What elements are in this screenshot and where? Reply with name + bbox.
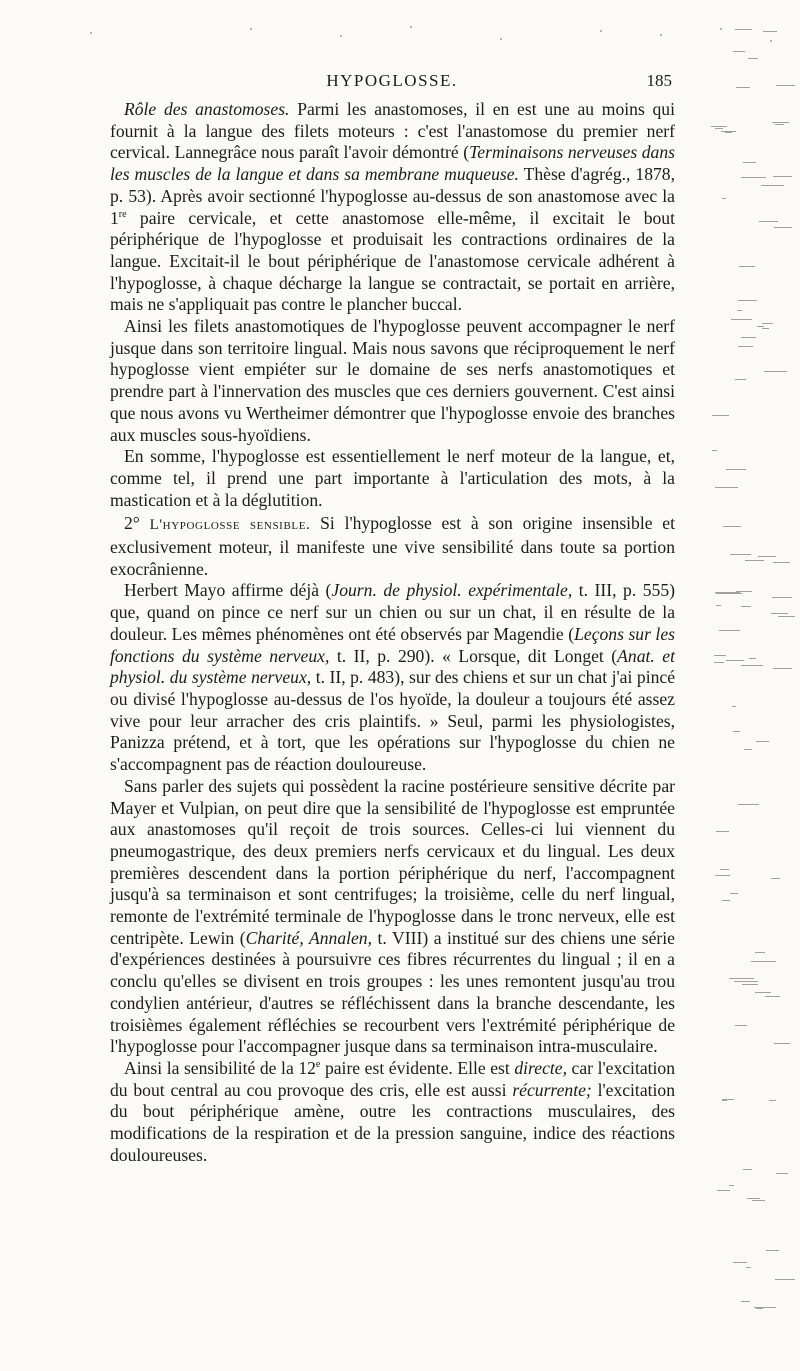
scan-mark <box>776 85 795 86</box>
citation-italic: Journ. de physiol. expérimentale, <box>331 580 573 601</box>
scan-mark <box>748 58 758 59</box>
scan-mark <box>735 1025 747 1026</box>
scan-mark <box>716 831 729 832</box>
scan-mark <box>773 668 792 669</box>
section-number: 2° <box>124 513 140 534</box>
scan-mark <box>775 1279 795 1280</box>
running-title: HYPOGLOSSE. <box>326 71 458 90</box>
scan-mark <box>735 29 752 30</box>
scan-mark <box>722 198 726 199</box>
scan-mark <box>742 984 758 985</box>
scan-mark <box>759 221 778 222</box>
paragraph-lead-italic: Rôle des anastomoses. <box>124 99 290 119</box>
scan-noise-top <box>80 20 780 50</box>
scan-mark <box>715 875 730 876</box>
paragraph-herbert-mayo: Herbert Mayo affirme déjà (Journ. de physiol. expérimentale, t. III, p. 555) que, quand on pince ce nerf sur un chien ou sur un chat, il en résulte de la douleur. Les mêmes phénomènes ont été observés par Magendie (Leçons sur les fonctions du système nerveux, t. II, p. 290). « Lorsque, dit Longet (Anat. et physiol. du système nerveux, t. II, p. 483), sur des chiens et sur un chat j'ai pincé ou divisé l'hypoglosse au-dessus de l'os hyoïde, la douleur a toujours été assez vive pour leur arracher des cris plaintifs. » Seul, parmi les physiologistes, Panizza prétend, et à tort, que les opérations sur l'hypoglosse du chien ne s'accompagnent pas de réaction douloureuse. <box>110 580 675 775</box>
scan-mark <box>761 185 784 186</box>
scan-mark <box>729 1185 734 1186</box>
scan-noise-margin <box>690 0 800 1371</box>
paragraph-sans-parler: Sans parler des sujets qui possèdent la racine postérieure sensitive décrite par Mayer et Vulpian, on peut dire que la sensibilité de l'hypoglosse est empruntée aux anastomoses qu'il reçoit de trois sources. Celles-ci lui viennent du pneumogastrique, des deux premiers nerfs cervicaux et du lingual. Les deux premières descendent dans la portion périphérique du nerf, l'accompagnent jusqu'à sa terminaison et sont centrifuges; la troisième, celle du nerf lingual, remonte de l'extrémité terminale de l'hypoglosse dans le tronc nerveux, elle est centripète. Lewin (Charité, Annalen, t. VIII) a institué sur des chiens une série d'expériences destinées à poursuivre ces fibres récurrentes du lingual ; il en a conclu qu'elles se divisent en trois groupes : les unes remontent jusqu'au trou condylien antérieur, d'autres se réfléchissent dans la branche descendante, les troisièmes également réfléchies se recourbent vers l'extrémité périphérique de l'hypoglosse pour l'accompagner jusque dans sa terminaison intra-musculaire. <box>110 775 675 1057</box>
scan-mark <box>763 31 777 32</box>
scan-mark <box>756 1308 763 1309</box>
scan-mark <box>711 126 727 127</box>
scan-mark <box>732 706 736 707</box>
scan-mark <box>769 1100 776 1101</box>
paragraph-ainsi-sensibilite: Ainsi la sensibilité de la 12e paire est évidente. Elle est directe, car l'excitation du bout central au cou provoque des cris, elle est aussi récurrente; l'excitation du bout périphérique amène, outre les contractions musculaires, des modifications de la respiration et de la pression sanguine, indice des réactions douloureuses. <box>110 1057 676 1165</box>
scan-mark <box>745 560 764 561</box>
scan-mark <box>762 323 773 324</box>
scan-mark <box>715 128 723 129</box>
scan-mark <box>743 1169 752 1170</box>
scan-mark <box>757 326 764 327</box>
scan-mark <box>733 731 740 732</box>
citation-italic: Terminaisons nerveuses dans les muscles de la langue et dans sa membrane muqueuse. <box>110 142 675 185</box>
scan-mark <box>756 741 769 742</box>
scan-mark <box>771 613 788 614</box>
superscript: re <box>118 208 127 220</box>
scan-mark <box>738 300 757 301</box>
emphasis-italic: directe, <box>514 1057 567 1078</box>
scan-mark <box>771 878 780 879</box>
page-number: 185 <box>646 71 672 90</box>
scan-mark <box>729 978 754 979</box>
scan-mark <box>752 1200 765 1201</box>
scan-mark <box>776 1173 788 1174</box>
citation-italic: Leçons sur les fonctions du système nerveux, <box>110 623 675 666</box>
emphasis-italic: récurrente; <box>512 1079 592 1100</box>
scan-mark <box>774 1043 790 1044</box>
scan-mark <box>766 1250 779 1251</box>
scan-mark <box>741 337 756 338</box>
scan-mark <box>712 415 729 416</box>
citation-italic: Charité, Annalen, <box>245 927 373 948</box>
scan-mark <box>773 562 790 563</box>
scan-mark <box>714 662 724 663</box>
citation-italic: Anat. et physiol. du système nerveux, <box>110 645 675 688</box>
page-header <box>112 71 672 97</box>
scan-mark <box>774 227 792 228</box>
scan-mark <box>741 665 763 666</box>
scan-mark <box>726 469 746 470</box>
scan-mark <box>755 952 765 953</box>
scan-mark <box>743 162 756 163</box>
scan-mark <box>712 450 717 451</box>
scan-mark <box>726 660 744 661</box>
scan-mark <box>778 616 795 617</box>
scan-mark <box>747 1198 760 1199</box>
scan-mark <box>736 87 750 88</box>
scan-mark <box>719 630 740 631</box>
scan-mark <box>737 310 742 311</box>
scan-mark <box>772 122 789 123</box>
scan-mark <box>714 655 726 656</box>
scan-mark <box>722 1099 734 1100</box>
scan-mark <box>730 554 751 555</box>
scan-mark <box>749 658 756 659</box>
scan-mark <box>722 1100 727 1101</box>
scan-mark <box>723 526 741 527</box>
scan-mark <box>744 749 752 750</box>
scan-mark <box>715 592 740 593</box>
scan-mark <box>716 605 721 606</box>
scan-mark <box>734 981 758 982</box>
scan-mark <box>733 1262 747 1263</box>
body-text <box>110 99 675 1166</box>
scan-mark <box>764 371 787 372</box>
scan-mark <box>730 893 738 894</box>
scan-mark <box>738 346 753 347</box>
scan-mark <box>773 176 792 177</box>
scan-mark <box>716 593 742 594</box>
paragraph-en-somme: En somme, l'hypoglosse est essentiellement le nerf moteur de la langue, et, comme tel, il prend une part importante à l'articulation des mots, à la mastication et à la déglutition. <box>110 446 675 510</box>
scan-mark <box>775 124 784 125</box>
scan-mark <box>738 804 759 805</box>
section-heading: L'hypoglosse sensible. <box>149 517 311 534</box>
section-hypoglosse-sensible: 2° L'hypoglosse sensible. Si l'hypoglosse est à son origine insensible et exclusivement moteur, il manifeste une vive sensibilité dans toute sa portion exocrânienne. <box>110 513 675 579</box>
scan-mark <box>765 996 780 997</box>
scan-mark <box>741 1301 750 1302</box>
scan-mark <box>731 319 752 320</box>
scan-mark <box>751 961 776 962</box>
scan-mark <box>735 379 746 380</box>
scan-mark <box>722 900 730 901</box>
scan-mark <box>755 992 771 993</box>
scan-mark <box>772 597 792 598</box>
scan-mark <box>733 51 745 52</box>
scan-mark <box>720 869 729 870</box>
scan-mark <box>715 487 738 488</box>
scan-mark <box>741 606 751 607</box>
scan-mark <box>725 132 732 133</box>
scan-mark <box>762 328 769 329</box>
scan-mark <box>746 1267 751 1268</box>
paragraph-anastomoses: Rôle des anastomoses. Parmi les anastomoses, il en est une au moins qui fournit à la langue des filets moteurs : c'est l'anastomose du premier nerf cervical. Lannegrâce nous paraît l'avoir démontré (Terminaisons nerveuses dans les muscles de la langue et dans sa membrane muqueuse. Thèse d'agrég., 1878, p. 53). Après avoir sectionné l'hypoglosse au-dessus de son anastomose avec la 1re paire cervicale, et cette anastomose elle-même, il excitait le bout périphérique de l'hypoglosse et produisait les contractions ordinaires de la langue. Excitait-il le bout périphérique de l'anastomose cervicale adhérent à l'hypoglosse, à chaque décharge la langue se contractait, se portait en arrière, mais ne s'appliquait pas contre le plancher buccal. <box>110 99 675 315</box>
scan-mark <box>741 177 766 178</box>
scan-mark <box>717 1190 730 1191</box>
paragraph-territoire: Ainsi les filets anastomotiques de l'hypoglosse peuvent accompagner le nerf jusque dans son territoire lingual. Mais nous savons que réciproquement le nerf hypoglosse vient empiéter sur le domaine de ses nerfs anastomotiques et prendre part à l'innervation des muscles que ces derniers gouvernent. C'est ainsi que nous avons vu Wertheimer démontrer que l'hypoglosse envoie des branches aux muscles sous-hyoïdiens. <box>110 316 675 445</box>
scan-mark <box>758 556 776 557</box>
superscript: e <box>315 1059 321 1071</box>
scan-mark <box>739 266 755 267</box>
